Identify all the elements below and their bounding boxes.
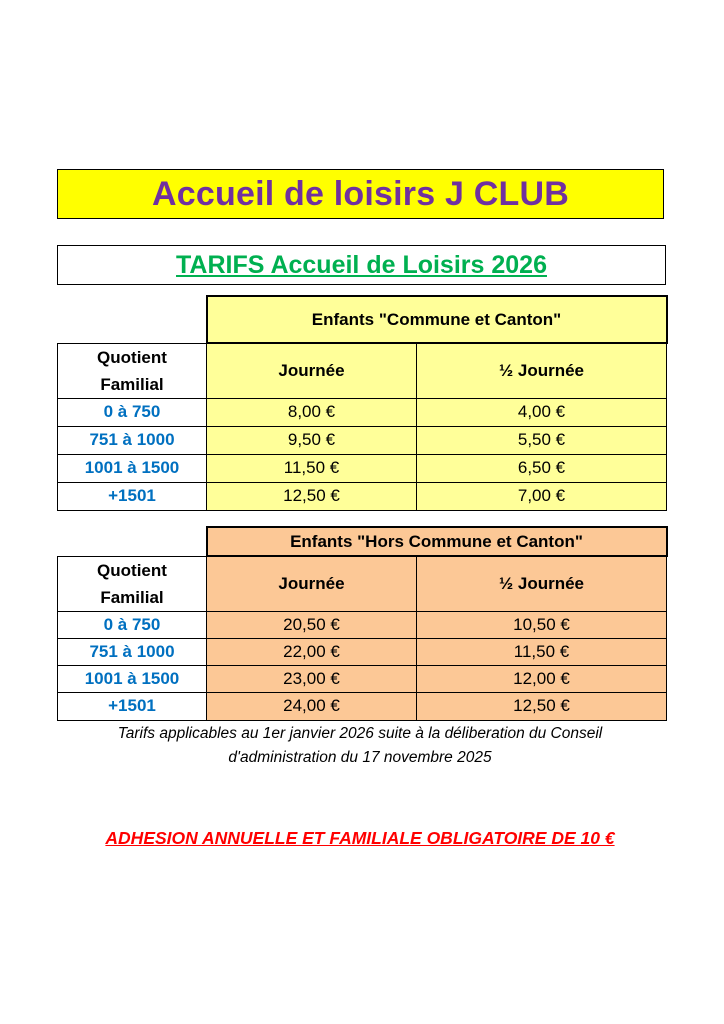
table-row <box>58 398 667 426</box>
table-row <box>58 692 667 720</box>
table-row <box>58 611 667 638</box>
title-banner <box>57 169 664 219</box>
demi-journee-price: 11,50 € <box>417 638 667 665</box>
journee-header: Journée <box>207 343 417 398</box>
table-row <box>58 454 667 482</box>
demi-journee-price: 4,00 € <box>417 398 667 426</box>
journee-price: 22,00 € <box>207 638 417 665</box>
column-header-row <box>58 556 667 611</box>
quotient-band: +1501 <box>58 482 207 510</box>
journee-price: 9,50 € <box>207 426 417 454</box>
table-row <box>58 665 667 692</box>
demi-journee-price: 12,50 € <box>417 692 667 720</box>
category-row <box>58 296 667 343</box>
quotient-label: Quotient <box>97 560 167 580</box>
adhesion-notice: ADHESION ANNUELLE ET FAMILIALE OBLIGATOIRE DE 10 € <box>105 828 615 848</box>
empty-cell <box>58 527 207 556</box>
category-header: Enfants "Commune et Canton" <box>207 296 667 343</box>
demi-journee-price: 12,00 € <box>417 665 667 692</box>
demi-journee-price: 5,50 € <box>417 426 667 454</box>
tariff-table-commune <box>57 295 668 511</box>
table-row <box>58 426 667 454</box>
journee-header: Journée <box>207 556 417 611</box>
journee-price: 23,00 € <box>207 665 417 692</box>
familial-label: Familial <box>100 374 164 394</box>
demi-journee-header: ½ Journée <box>417 556 667 611</box>
table-row <box>58 482 667 510</box>
quotient-familial-header <box>58 556 207 611</box>
familial-label: Familial <box>100 587 164 607</box>
tariff-note <box>60 722 660 770</box>
demi-journee-price: 6,50 € <box>417 454 667 482</box>
page-subtitle: TARIFS Accueil de Loisirs 2026 <box>176 250 547 279</box>
demi-journee-price: 10,50 € <box>417 611 667 638</box>
quotient-band: 1001 à 1500 <box>58 665 207 692</box>
quotient-band: 0 à 750 <box>58 611 207 638</box>
quotient-band: 0 à 750 <box>58 398 207 426</box>
subtitle-banner <box>57 245 666 285</box>
table-row <box>58 638 667 665</box>
tariff-table-hors-commune <box>57 526 668 721</box>
empty-cell <box>58 296 207 343</box>
journee-price: 20,50 € <box>207 611 417 638</box>
journee-price: 8,00 € <box>207 398 417 426</box>
note-line-1: Tarifs applicables au 1er janvier 2026 suite à la déliberation du Conseil <box>117 725 603 742</box>
quotient-band: 751 à 1000 <box>58 638 207 665</box>
demi-journee-header: ½ Journée <box>417 343 667 398</box>
quotient-band: +1501 <box>58 692 207 720</box>
note-line-2: d'administration du 17 novembre 2025 <box>228 749 492 766</box>
page-title: Accueil de loisirs J CLUB <box>152 174 569 213</box>
quotient-familial-header <box>58 343 207 398</box>
demi-journee-price: 7,00 € <box>417 482 667 510</box>
journee-price: 24,00 € <box>207 692 417 720</box>
quotient-band: 1001 à 1500 <box>58 454 207 482</box>
category-row <box>58 527 667 556</box>
journee-price: 12,50 € <box>207 482 417 510</box>
quotient-band: 751 à 1000 <box>58 426 207 454</box>
category-header: Enfants "Hors Commune et Canton" <box>207 527 667 556</box>
quotient-label: Quotient <box>97 347 167 367</box>
journee-price: 11,50 € <box>207 454 417 482</box>
column-header-row <box>58 343 667 398</box>
